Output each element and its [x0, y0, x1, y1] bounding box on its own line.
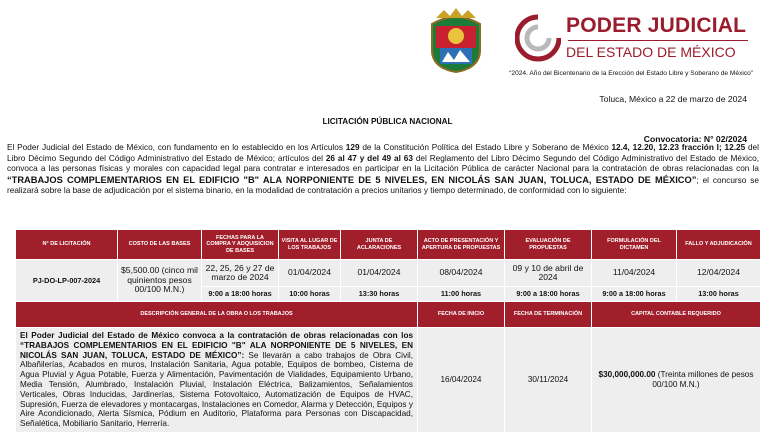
intro-emphasis: 129 — [345, 143, 360, 152]
intro-text: de la Constitución Política del Estado Libre y Soberano de México — [359, 143, 612, 152]
estado-de-mexico-seal-icon — [426, 6, 486, 74]
purchase-hours: 9:00 a 18:00 horas — [202, 287, 279, 302]
table-row — [16, 260, 761, 287]
header-cell: VISITA AL LUGAR DE LOS TRABAJOS — [279, 230, 341, 260]
header-cell: ACTO DE PRESENTACIÓN Y APERTURA DE PROPUESTAS — [418, 230, 505, 260]
page-title: LICITACIÓN PÚBLICA NACIONAL — [322, 117, 453, 126]
clarification-hour: 13:30 horas — [341, 287, 418, 302]
intro-text: El Poder Judicial del Estado de México, con fundamento en lo establecido en los Artículos — [7, 143, 346, 152]
brand-divider — [568, 40, 748, 41]
table-row — [16, 328, 761, 433]
year-motto: “2024. Año del Bicentenario de la Erección del Estado Libre y Soberano de México” — [509, 70, 753, 77]
clarification-date: 01/04/2024 — [341, 260, 418, 287]
header-cell: FORMULACIÓN DEL DICTAMEN — [592, 230, 677, 260]
header-cell: DESCRIPCIÓN GENERAL DE LA OBRA O LOS TRABAJOS — [16, 302, 418, 328]
brand-subtitle: DEL ESTADO DE MÉXICO — [566, 44, 736, 60]
project-name: “TRABAJOS COMPLEMENTARIOS EN EL EDIFICIO "B" ALA NORPONIENTE DE 5 NIVELES, EN NICOLÁS SAN JUAN, TOLUCA, ESTADO DE MÉXICO” — [7, 174, 697, 185]
header-cell: FALLO Y ADJUDICACIÓN — [677, 230, 761, 260]
intro-emphasis: 12.4, 12.20, 12.23 fracción I; 12.25 — [611, 143, 746, 152]
intro-text: ; el concurso se realizará sobre la base de adjudicación por el sistema binario, en la modalidad de contratación a precios unitarios y tiempo determinado, de conformidad con lo siguiente: — [7, 175, 760, 195]
intro-text: del Reglamento del Libro Décimo Segundo del Código Administrativo del Estado de México, convoca a las personas físicas y morales con capacidad legal para contratar e interesados en participar en la Licitación Pública de carácter Nacional para la contratación de obras relacionadas con la — [7, 153, 759, 173]
dictamen-hours: 9:00 a 18:00 horas — [592, 287, 677, 302]
header-cell: CAPITAL CONTABLE REQUERIDO — [592, 302, 761, 328]
visit-hour: 10:00 horas — [279, 287, 341, 302]
opening-date: 08/04/2024 — [418, 260, 505, 287]
intro-text: del Libro Décimo Segundo del Código Administrativo del Estado de México; artículos del — [7, 143, 759, 163]
header-cell: JUNTA DE ACLARACIONES — [341, 230, 418, 260]
brand-title: PODER JUDICIAL — [566, 14, 747, 37]
intro-emphasis: 26 al 47 y del 49 al 63 — [325, 153, 413, 163]
work-description-lead: El Poder Judicial del Estado de México convoca a la contratación de obras relacionadas con los “TRABAJOS COMPLEMENTARIOS EN EL EDIFICIO "B" ALA NORPONIENTE DE 5 NIVELES, EN NICOLÁS SAN JUAN, TOLUCA, ESTADO DE MÉXICO”: — [20, 331, 413, 360]
convocatoria-number: Convocatoria: N° 02/2024 — [643, 134, 747, 144]
header-cell: FECHAS PARA LA COMPRA Y ADQUISICION DE BASES — [202, 230, 279, 260]
header-cell: COSTO DE LAS BASES — [118, 230, 202, 260]
header-cell: N° DE LICITACIÓN — [16, 230, 118, 260]
header-cell: EVALUACIÓN DE PROPUESTAS — [505, 230, 592, 260]
work-description — [16, 328, 418, 433]
required-capital-amount: $30,000,000.00 — [598, 370, 656, 380]
dictamen-date: 11/04/2024 — [592, 260, 677, 287]
header-cell: FECHA DE INICIO — [418, 302, 505, 328]
bases-cost: $5,500.00 (cinco mil quinientos pesos 00/100 M.N.) — [118, 260, 202, 302]
required-capital — [592, 328, 761, 433]
licitacion-table — [15, 229, 761, 433]
date-line: Toluca, México a 22 de marzo de 2024 — [599, 94, 747, 104]
licitacion-number: PJ-DO-LP-007-2024 — [16, 260, 118, 302]
required-capital-text: (Treinta millones de pesos 00/100 M.N.) — [652, 370, 754, 389]
ruling-hour: 13:00 horas — [677, 287, 761, 302]
ruling-date: 12/04/2024 — [677, 260, 761, 287]
work-description-text: Se llevarán a cabo trabajos de Obra Civil, Albañilerías, Acabados en muros, Instalación Sanitaria, Agua potable, Equipos de bombeo, Cisterna de Agua Pluvial y Agua Potable, Fuerza y Alimentación, Pavimentación de Vialidades, Equipamiento Urbano, Media Tensión, Alumbrado, Instalación Pluvial, Instalación Eléctrica, Balizamientos, Señalamientos Verticales, Obras Inducidas, Jardinerías, Sistema Fotovoltaico, Automatización de Equipos de HVAC, Supresión, Fuerza de elevadores y montacargas, Instalaciones en Comedor, Alarma y Detección, Equipos y Aire Acondicionado, Alerta Sísmica, Pódium en Auditorio, Plataforma para Personas con Discapacidad, Señalética, Mobiliario Sanitario, Herrería. — [20, 350, 413, 429]
start-date: 16/04/2024 — [418, 328, 505, 433]
end-date: 30/11/2024 — [505, 328, 592, 433]
purchase-dates: 22, 25, 26 y 27 de marzo de 2024 — [202, 260, 279, 287]
table-header-row — [16, 230, 761, 260]
evaluation-dates: 09 y 10 de abril de 2024 — [505, 260, 592, 287]
poder-judicial-logo-icon — [515, 14, 561, 64]
header-cell: FECHA DE TERMINACIÓN — [505, 302, 592, 328]
intro-paragraph — [7, 143, 759, 197]
evaluation-hours: 9:00 a 18:00 horas — [505, 287, 592, 302]
opening-hour: 11:00 horas — [418, 287, 505, 302]
visit-date: 01/04/2024 — [279, 260, 341, 287]
table-header-row — [16, 302, 761, 328]
